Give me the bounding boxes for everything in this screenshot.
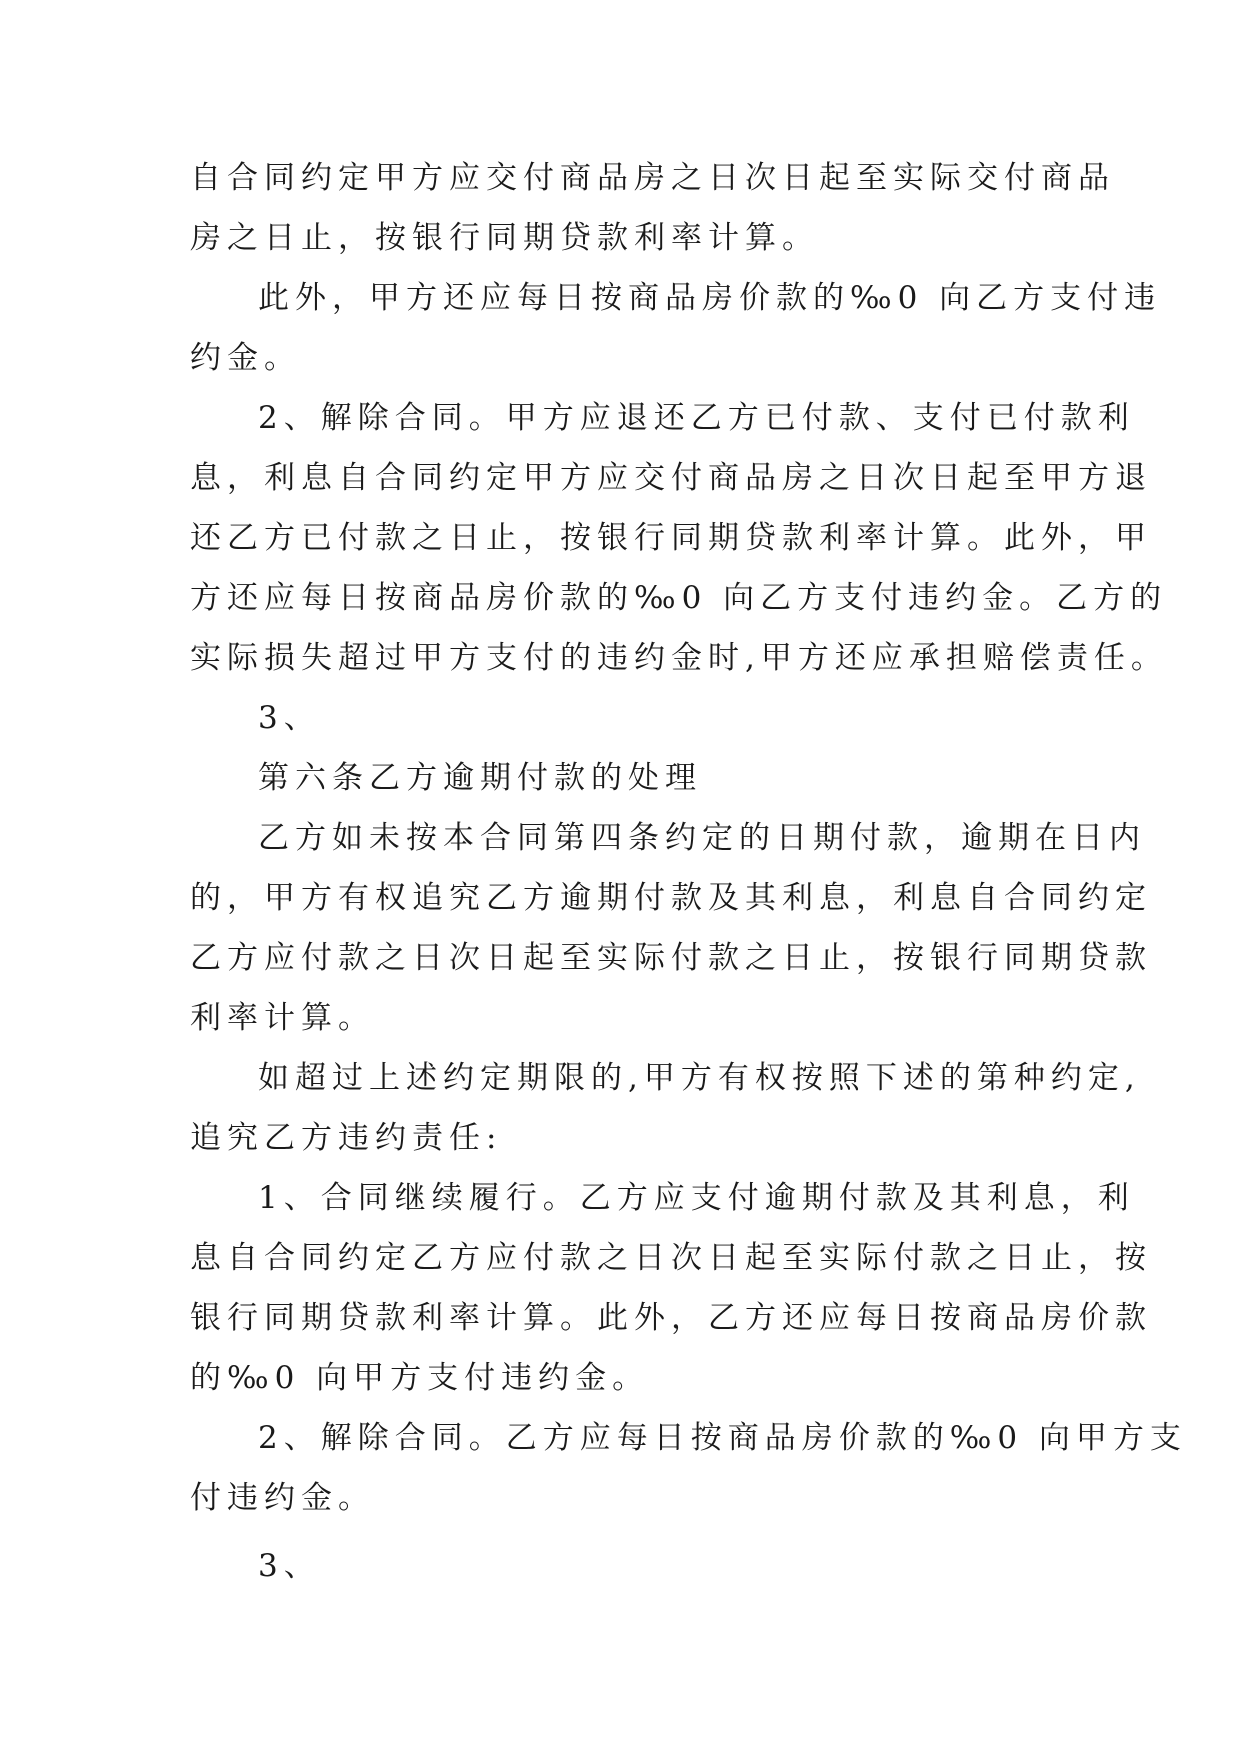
text-line: 付违约金。 — [190, 1480, 375, 1516]
text-line: 息自合同约定乙方应付款之日次日起至实际付款之日止，按 — [190, 1240, 1152, 1276]
text-line: 实际损失超过甲方支付的违约金时,甲方还应承担赔偿责任。 — [190, 640, 1168, 676]
text-line: 利率计算。 — [190, 1000, 375, 1036]
text-line: 房之日止，按银行同期贷款利率计算。 — [190, 220, 819, 256]
text-line: 约金。 — [190, 340, 301, 376]
text-line: 自合同约定甲方应交付商品房之日次日起至实际交付商品 — [190, 160, 1115, 196]
paragraph-terminate-buyer — [190, 1408, 1187, 1528]
text-line: 3、 — [258, 700, 321, 736]
text-line: 乙方如未按本合同第四条约定的日期付款，逾期在日内 — [258, 820, 1146, 856]
document-body — [190, 148, 1187, 1596]
text-line: 1、合同继续履行。乙方应支付逾期付款及其利息，利 — [258, 1180, 1135, 1216]
paragraph-penalty-seller — [190, 268, 1162, 388]
text-line: 方还应每日按商品房价款的‰0 向乙方支付违约金。乙方的 — [190, 580, 1168, 616]
paragraph-exceed-period — [190, 1048, 1141, 1168]
text-line: 的‰0 向甲方支付违约金。 — [190, 1360, 650, 1396]
text-line: 3、 — [258, 1548, 321, 1584]
text-line: 息，利息自合同约定甲方应交付商品房之日次日起至甲方退 — [190, 460, 1152, 496]
text-line: 的，甲方有权追究乙方逾期付款及其利息，利息自合同约定 — [190, 880, 1152, 916]
text-line: 2、解除合同。甲方应退还乙方已付款、支付已付款利 — [258, 400, 1135, 436]
text-line: 此外，甲方还应每日按商品房价款的‰0 向乙方支付违 — [258, 280, 1162, 316]
paragraph-buyer-late-payment — [190, 808, 1152, 1048]
text-line: 2、解除合同。乙方应每日按商品房价款的‰0 向甲方支 — [258, 1420, 1187, 1456]
paragraph-item-3-seller — [190, 688, 1060, 748]
text-line: 如超过上述约定期限的,甲方有权按照下述的第种约定, — [258, 1060, 1141, 1096]
paragraph-item-3-buyer — [190, 1536, 1060, 1596]
paragraph-interest-calc — [190, 148, 1115, 268]
text-line: 银行同期贷款利率计算。此外，乙方还应每日按商品房价款 — [190, 1300, 1152, 1336]
text-line: 乙方应付款之日次日起至实际付款之日止，按银行同期贷款 — [190, 940, 1152, 976]
text-line: 还乙方已付款之日止，按银行同期贷款利率计算。此外，甲 — [190, 520, 1152, 556]
paragraph-continue-contract — [190, 1168, 1152, 1408]
text-line: 第六条乙方逾期付款的处理 — [258, 760, 702, 796]
paragraph-terminate-seller — [190, 388, 1168, 688]
text-line: 追究乙方违约责任: — [190, 1120, 503, 1156]
article-six-heading — [190, 748, 1060, 808]
